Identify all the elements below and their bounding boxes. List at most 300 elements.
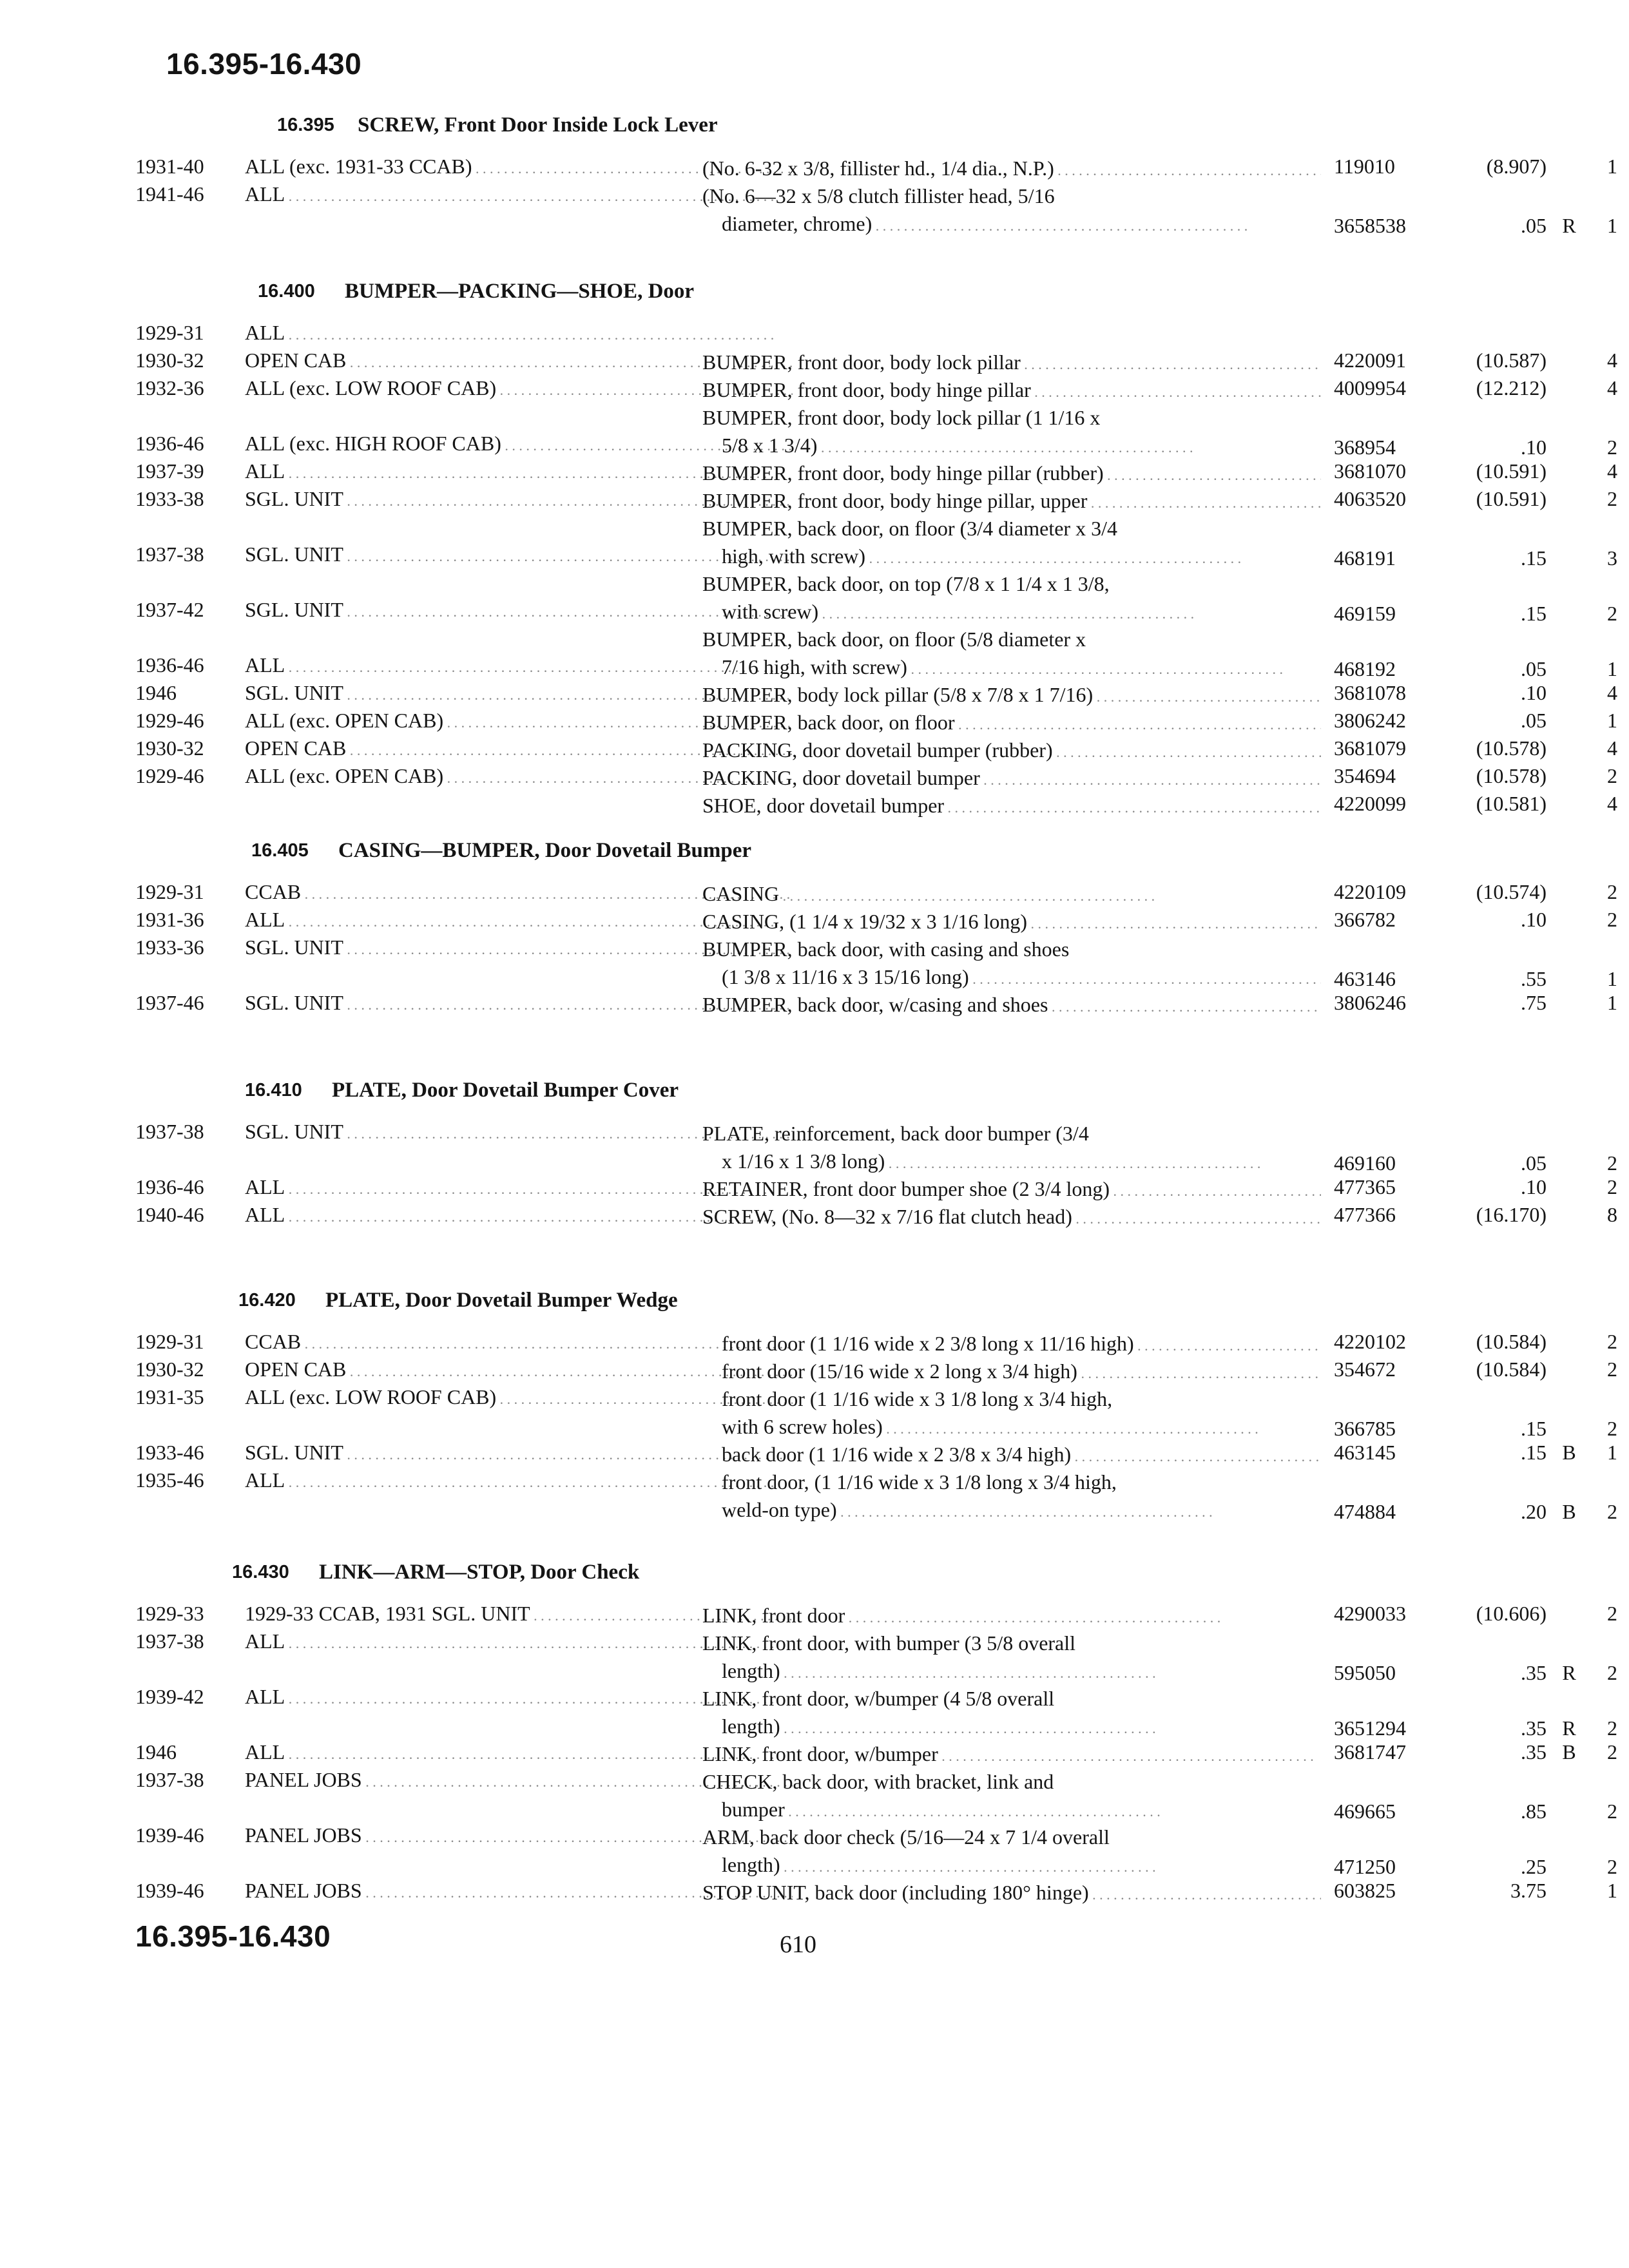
parts-row <box>135 908 1617 936</box>
row-description <box>702 515 1321 572</box>
row-model: ALL . . . <box>245 1175 793 1199</box>
row-years: 1936-46 <box>135 653 204 677</box>
part-number: 354672 <box>1334 1358 1396 1381</box>
quantity: 1 <box>1607 709 1617 732</box>
parts-row <box>135 1330 1617 1358</box>
row-description <box>702 936 1321 993</box>
price-or-ref: (10.578) <box>1476 764 1547 787</box>
section-16-420 <box>135 1285 1617 1524</box>
row-years: 1929-31 <box>135 321 204 344</box>
parts-row <box>135 404 1617 459</box>
parts-row <box>135 1120 1617 1175</box>
row-years: 1935-46 <box>135 1468 204 1492</box>
row-model: SGL. UNIT . . . <box>245 1120 793 1144</box>
row-description <box>702 459 1321 489</box>
row-years: 1931-36 <box>135 908 204 931</box>
part-number: 468192 <box>1334 657 1396 680</box>
parts-row <box>135 570 1617 626</box>
price-or-ref: .05 <box>1521 1151 1547 1175</box>
row-years: 1930-32 <box>135 349 204 372</box>
part-number: 3658538 <box>1334 214 1406 237</box>
quantity: 1 <box>1607 991 1617 1014</box>
section-title: PLATE, Door Dovetail Bumper Cover <box>332 1079 679 1102</box>
row-years: 1940-46 <box>135 1203 204 1226</box>
price-or-ref: (10.606) <box>1476 1602 1547 1625</box>
description-line: BUMPER, back door, on floor . . . <box>702 709 1321 738</box>
row-years: 1931-40 <box>135 155 204 178</box>
row-model: PANEL JOBS . . . <box>245 1768 793 1792</box>
row-years: 1937-38 <box>135 1768 204 1791</box>
row-model: ALL . . . <box>245 1468 793 1492</box>
part-number: 3806242 <box>1334 709 1406 732</box>
description-line: with 6 screw holes) . . . <box>702 1413 1321 1443</box>
row-model: SGL. UNIT . . . <box>245 598 793 622</box>
page-number: 610 <box>780 1931 816 1958</box>
price-or-ref: (10.584) <box>1476 1330 1547 1353</box>
quantity: 2 <box>1607 1151 1617 1175</box>
row-description <box>702 404 1321 461</box>
parts-row <box>135 182 1617 238</box>
description-line: diameter, chrome) . . . <box>702 210 1321 240</box>
quantity: 2 <box>1607 908 1617 931</box>
part-number: 595050 <box>1334 1661 1396 1684</box>
parts-row <box>135 1385 1617 1441</box>
row-description <box>702 764 1321 794</box>
description-line: (No. 6-32 x 3/8, fillister hd., 1/4 dia., N.P.) . . . <box>702 155 1321 184</box>
quantity: 8 <box>1607 1203 1617 1226</box>
price-or-ref: .75 <box>1521 991 1547 1014</box>
row-model: ALL (exc. HIGH ROOF CAB) . . . <box>245 432 793 456</box>
description-line: 5/8 x 1 3/4) . . . <box>702 432 1321 461</box>
quantity: 2 <box>1607 764 1617 787</box>
price-or-ref: (10.591) <box>1476 459 1547 483</box>
part-number: 477365 <box>1334 1175 1396 1198</box>
quantity: 1 <box>1607 155 1617 178</box>
description-line: front door (1 1/16 wide x 3 1/8 long x 3/4 high, <box>722 1387 1113 1410</box>
part-number: 468191 <box>1334 546 1396 570</box>
parts-row <box>135 155 1617 182</box>
price-or-ref: (10.574) <box>1476 880 1547 903</box>
price-or-ref: .35 <box>1521 1740 1547 1763</box>
description-line: BUMPER, back door, on top (7/8 x 1 1/4 x 1 3/8, <box>702 572 1110 595</box>
part-number: 477366 <box>1334 1203 1396 1226</box>
quantity: 4 <box>1607 792 1617 815</box>
description-line: LINK, front door, w/bumper . . . <box>702 1740 1321 1770</box>
price-or-ref: .05 <box>1521 709 1547 732</box>
row-years: 1937-38 <box>135 1629 204 1653</box>
quantity: 2 <box>1607 436 1617 459</box>
description-line: front door, (1 1/16 wide x 3 1/8 long x 3/4 high, <box>722 1470 1117 1494</box>
description-line: back door (1 1/16 wide x 2 3/8 x 3/4 high) . . . <box>702 1441 1321 1470</box>
part-number: 4220091 <box>1334 349 1406 372</box>
part-number: 4220109 <box>1334 880 1406 903</box>
parts-row <box>135 936 1617 991</box>
parts-row <box>135 1879 1617 1907</box>
price-or-ref: .15 <box>1521 1417 1547 1440</box>
row-description <box>702 709 1321 738</box>
row-years: 1937-38 <box>135 543 204 566</box>
row-description <box>702 1685 1321 1742</box>
quantity: 2 <box>1607 1661 1617 1684</box>
part-number: 471250 <box>1334 1855 1396 1878</box>
row-model: ALL . . . <box>245 459 793 483</box>
section-16-395 <box>135 110 1617 238</box>
row-years: 1939-42 <box>135 1685 204 1708</box>
part-number: 469159 <box>1334 602 1396 625</box>
row-description <box>702 1330 1321 1360</box>
row-years: 1939-46 <box>135 1823 204 1847</box>
part-number: 469665 <box>1334 1800 1396 1823</box>
part-number: 603825 <box>1334 1879 1396 1902</box>
description-line: BUMPER, front door, body hinge pillar . . . <box>702 376 1321 406</box>
parts-row <box>135 1685 1617 1740</box>
quantity: 2 <box>1607 1330 1617 1353</box>
row-years: 1929-46 <box>135 709 204 732</box>
part-number: 3681070 <box>1334 459 1406 483</box>
section-number: 16.430 <box>232 1562 289 1582</box>
row-years: 1932-36 <box>135 376 204 399</box>
row-model: ALL . . . <box>245 908 793 932</box>
part-number: 4009954 <box>1334 376 1406 399</box>
row-years: 1930-32 <box>135 736 204 760</box>
description-line: front door (1 1/16 wide x 2 3/8 long x 11/16 high) . . . <box>702 1330 1321 1360</box>
description-line: with screw) . . . <box>702 598 1321 628</box>
row-description <box>702 681 1321 711</box>
parts-row <box>135 515 1617 570</box>
row-description <box>702 1358 1321 1387</box>
quantity: 4 <box>1607 349 1617 372</box>
part-number: 3681079 <box>1334 736 1406 760</box>
status-flag: R <box>1562 1716 1576 1740</box>
description-line: BUMPER, front door, body hinge pillar (rubber) . . . <box>702 459 1321 489</box>
quantity: 1 <box>1607 657 1617 680</box>
row-years: 1937-46 <box>135 991 204 1014</box>
parts-row <box>135 1358 1617 1385</box>
description-line: BUMPER, front door, body lock pillar (1 1/16 x <box>702 406 1101 429</box>
quantity: 2 <box>1607 1740 1617 1763</box>
row-years: 1946 <box>135 1740 177 1763</box>
section-title: BUMPER—PACKING—SHOE, Door <box>345 280 695 303</box>
row-model: PANEL JOBS . . . <box>245 1823 793 1847</box>
price-or-ref: .55 <box>1521 967 1547 990</box>
parts-row <box>135 1441 1617 1468</box>
quantity: 4 <box>1607 459 1617 483</box>
row-model: ALL . . . <box>245 1685 793 1709</box>
row-description <box>702 736 1321 766</box>
quantity: 2 <box>1607 1800 1617 1823</box>
parts-row <box>135 991 1617 1019</box>
row-model: SGL. UNIT . . . <box>245 681 793 705</box>
quantity: 4 <box>1607 681 1617 704</box>
row-years: 1937-39 <box>135 459 204 483</box>
price-or-ref: .85 <box>1521 1800 1547 1823</box>
part-number: 366785 <box>1334 1417 1396 1440</box>
row-model: ALL (exc. 1931-33 CCAB) . . . <box>245 155 793 178</box>
row-description <box>702 1385 1321 1443</box>
price-or-ref: .35 <box>1521 1716 1547 1740</box>
parts-row <box>135 792 1617 820</box>
part-number: 366782 <box>1334 908 1396 931</box>
quantity: 2 <box>1607 1500 1617 1523</box>
part-number: 463146 <box>1334 967 1396 990</box>
row-years: 1939-46 <box>135 1879 204 1902</box>
price-or-ref: .15 <box>1521 546 1547 570</box>
price-or-ref: .10 <box>1521 681 1547 704</box>
row-model: 1929-33 CCAB, 1931 SGL. UNIT . . . <box>245 1602 793 1626</box>
description-line: PLATE, reinforcement, back door bumper (3/4 <box>702 1122 1089 1145</box>
section-16-405 <box>135 835 1617 1019</box>
row-model: CCAB . . . <box>245 880 793 904</box>
row-model: CCAB . . . <box>245 1330 793 1354</box>
description-line: ARM, back door check (5/16—24 x 7 1/4 overall <box>702 1825 1110 1849</box>
quantity: 4 <box>1607 736 1617 760</box>
parts-row <box>135 764 1617 792</box>
part-number: 4220102 <box>1334 1330 1406 1353</box>
price-or-ref: .35 <box>1521 1661 1547 1684</box>
price-or-ref: .25 <box>1521 1855 1547 1878</box>
row-description <box>702 792 1321 822</box>
row-model: OPEN CAB . . . <box>245 349 793 372</box>
row-description <box>702 1175 1321 1205</box>
quantity: 1 <box>1607 967 1617 990</box>
row-description <box>702 1629 1321 1687</box>
row-years: 1937-38 <box>135 1120 204 1143</box>
parts-row <box>135 1629 1617 1685</box>
row-description <box>702 1768 1321 1825</box>
parts-row <box>135 459 1617 487</box>
status-flag: B <box>1562 1740 1576 1763</box>
part-number: 3806246 <box>1334 991 1406 1014</box>
row-description <box>702 1602 1321 1631</box>
row-description <box>702 1879 1321 1908</box>
description-line: 7/16 high, with screw) . . . <box>702 653 1321 683</box>
price-or-ref: .15 <box>1521 602 1547 625</box>
quantity: 2 <box>1607 487 1617 510</box>
quantity: 2 <box>1607 1716 1617 1740</box>
part-number: 463145 <box>1334 1441 1396 1464</box>
section-heading <box>135 1285 1495 1330</box>
parts-row <box>135 321 1495 349</box>
quantity: 2 <box>1607 1855 1617 1878</box>
part-number: 4063520 <box>1334 487 1406 510</box>
row-model: SGL. UNIT . . . <box>245 991 793 1015</box>
description-line: STOP UNIT, back door (including 180° hinge) . . . <box>702 1879 1321 1908</box>
parts-row <box>135 1740 1617 1768</box>
section-16-430 <box>135 1557 1617 1907</box>
row-model: ALL . . . <box>245 1629 793 1653</box>
row-years: 1929-31 <box>135 880 204 903</box>
status-flag: B <box>1562 1441 1576 1464</box>
section-heading <box>135 1075 1495 1120</box>
parts-row <box>135 709 1617 736</box>
quantity: 2 <box>1607 1358 1617 1381</box>
row-description <box>702 1468 1321 1526</box>
price-or-ref: .10 <box>1521 908 1547 931</box>
price-or-ref: .10 <box>1521 1175 1547 1198</box>
quantity: 2 <box>1607 602 1617 625</box>
row-description <box>702 1740 1321 1770</box>
description-line: BUMPER, back door, on floor (3/4 diameter x 3/4 <box>702 517 1117 540</box>
part-number: 4290033 <box>1334 1602 1406 1625</box>
row-years: 1930-32 <box>135 1358 204 1381</box>
row-years: 1929-31 <box>135 1330 204 1353</box>
row-model: ALL (exc. OPEN CAB) . . . <box>245 709 793 733</box>
row-description <box>702 376 1321 406</box>
parts-row <box>135 736 1617 764</box>
section-number: 16.395 <box>277 115 334 135</box>
description-line: SHOE, door dovetail bumper . . . <box>702 792 1321 822</box>
section-number: 16.400 <box>258 281 315 302</box>
price-or-ref: 3.75 <box>1510 1879 1547 1902</box>
part-number: 4220099 <box>1334 792 1406 815</box>
quantity: 1 <box>1607 1879 1617 1902</box>
price-or-ref: .05 <box>1521 214 1547 237</box>
row-years: 1933-36 <box>135 936 204 959</box>
section-title: LINK—ARM—STOP, Door Check <box>319 1561 640 1584</box>
row-model: ALL . . . <box>245 321 793 345</box>
price-or-ref: .05 <box>1521 657 1547 680</box>
description-line: (No. 6—32 x 5/8 clutch fillister head, 5/16 <box>702 184 1055 207</box>
row-years: 1929-33 <box>135 1602 204 1625</box>
row-description <box>702 1441 1321 1470</box>
row-model: ALL . . . <box>245 1203 793 1227</box>
price-or-ref: (10.578) <box>1476 736 1547 760</box>
section-heading <box>135 110 1495 155</box>
part-number: 354694 <box>1334 764 1396 787</box>
row-description <box>702 349 1321 378</box>
row-years: 1936-46 <box>135 432 204 455</box>
row-description <box>702 1120 1321 1177</box>
parts-row <box>135 487 1617 515</box>
parts-row <box>135 1602 1617 1629</box>
description-line: high, with screw) . . . <box>702 543 1321 572</box>
row-description <box>702 908 1321 937</box>
section-heading <box>135 276 1495 321</box>
section-title: PLATE, Door Dovetail Bumper Wedge <box>325 1289 678 1312</box>
description-line: length) . . . <box>702 1657 1321 1687</box>
price-or-ref: .15 <box>1521 1441 1547 1464</box>
part-number: 474884 <box>1334 1500 1396 1523</box>
row-description <box>702 626 1321 683</box>
description-line: (1 3/8 x 11/16 x 3 15/16 long) . . . <box>702 963 1321 993</box>
part-number: 3681747 <box>1334 1740 1406 1763</box>
row-model: ALL . . . <box>245 653 793 677</box>
header-page-ref: 16.395-16.430 <box>166 47 362 81</box>
section-16-410 <box>135 1075 1617 1231</box>
price-or-ref: (10.591) <box>1476 487 1547 510</box>
row-years: 1941-46 <box>135 182 204 206</box>
quantity: 1 <box>1607 1441 1617 1464</box>
price-or-ref: .10 <box>1521 436 1547 459</box>
row-model: ALL (exc. LOW ROOF CAB) . . . <box>245 376 793 400</box>
section-heading <box>135 835 1495 880</box>
row-description <box>702 880 1321 910</box>
row-description <box>702 155 1321 184</box>
parts-row <box>135 376 1617 404</box>
quantity: 2 <box>1607 1602 1617 1625</box>
row-model: ALL . . . <box>245 182 793 206</box>
description-line: BUMPER, front door, body hinge pillar, upper . . . <box>702 487 1321 517</box>
parts-row <box>135 1768 1617 1823</box>
parts-row <box>135 1175 1617 1203</box>
section-16-400 <box>135 276 1617 820</box>
footer-page-ref: 16.395-16.430 <box>135 1919 331 1953</box>
row-description <box>702 487 1321 517</box>
quantity: 2 <box>1607 1175 1617 1198</box>
row-description <box>702 182 1321 240</box>
row-years: 1937-42 <box>135 598 204 621</box>
price-or-ref: .20 <box>1521 1500 1547 1523</box>
price-or-ref: (16.170) <box>1476 1203 1547 1226</box>
status-flag: R <box>1562 214 1576 237</box>
row-model: OPEN CAB . . . <box>245 1358 793 1381</box>
quantity: 1 <box>1607 214 1617 237</box>
description-line: PACKING, door dovetail bumper . . . <box>702 764 1321 794</box>
description-line: LINK, front door, with bumper (3 5/8 overall <box>702 1631 1076 1655</box>
description-line: BUMPER, back door, on floor (5/8 diameter x <box>702 628 1086 651</box>
description-line: weld-on type) . . . <box>702 1496 1321 1526</box>
row-model: ALL . . . <box>245 1740 793 1764</box>
description-line: bumper . . . <box>702 1796 1321 1825</box>
row-years: 1931-35 <box>135 1385 204 1408</box>
row-years: 1933-38 <box>135 487 204 510</box>
status-flag: R <box>1562 1661 1576 1684</box>
parts-row <box>135 681 1617 709</box>
parts-row <box>135 1468 1617 1524</box>
parts-row <box>135 349 1617 376</box>
quantity: 3 <box>1607 546 1617 570</box>
row-model: ALL (exc. LOW ROOF CAB) . . . <box>245 1385 793 1409</box>
row-model: SGL. UNIT . . . <box>245 936 793 959</box>
section-title: CASING—BUMPER, Door Dovetail Bumper <box>338 839 752 862</box>
row-model: SGL. UNIT . . . <box>245 1441 793 1465</box>
price-or-ref: (12.212) <box>1476 376 1547 399</box>
row-model: ALL (exc. OPEN CAB) . . . <box>245 764 793 788</box>
row-years: 1933-46 <box>135 1441 204 1464</box>
part-number: 3651294 <box>1334 1716 1406 1740</box>
parts-row <box>135 880 1617 908</box>
quantity: 4 <box>1607 376 1617 399</box>
description-line: x 1/16 x 1 3/8 long) . . . <box>702 1148 1321 1177</box>
description-line: BUMPER, body lock pillar (5/8 x 7/8 x 1 7/16) . . . <box>702 681 1321 711</box>
description-line: LINK, front door . . . <box>702 1602 1321 1631</box>
quantity: 2 <box>1607 1417 1617 1440</box>
status-flag: B <box>1562 1500 1576 1523</box>
row-description <box>702 1203 1321 1233</box>
description-line: CASING, (1 1/4 x 19/32 x 3 1/16 long) . . . <box>702 908 1321 937</box>
parts-row <box>135 626 1617 681</box>
description-line: length) . . . <box>702 1851 1321 1881</box>
part-number: 368954 <box>1334 436 1396 459</box>
parts-row <box>135 1203 1617 1231</box>
quantity: 2 <box>1607 880 1617 903</box>
row-description <box>702 1823 1321 1881</box>
row-description <box>702 570 1321 628</box>
part-number: 469160 <box>1334 1151 1396 1175</box>
description-line: front door (15/16 wide x 2 long x 3/4 high) . . . <box>702 1358 1321 1387</box>
row-model: PANEL JOBS . . . <box>245 1879 793 1903</box>
price-or-ref: (8.907) <box>1486 155 1547 178</box>
section-heading <box>135 1557 1495 1602</box>
section-number: 16.410 <box>245 1080 302 1100</box>
row-model: SGL. UNIT . . . <box>245 543 793 566</box>
description-line: BUMPER, back door, with casing and shoes <box>702 937 1070 961</box>
description-line: CASING . . . <box>702 880 1321 910</box>
description-line: PACKING, door dovetail bumper (rubber) . . . <box>702 736 1321 766</box>
description-line: RETAINER, front door bumper shoe (2 3/4 long) . . . <box>702 1175 1321 1205</box>
description-line: SCREW, (No. 8—32 x 7/16 flat clutch head) . . . <box>702 1203 1321 1233</box>
part-number: 3681078 <box>1334 681 1406 704</box>
